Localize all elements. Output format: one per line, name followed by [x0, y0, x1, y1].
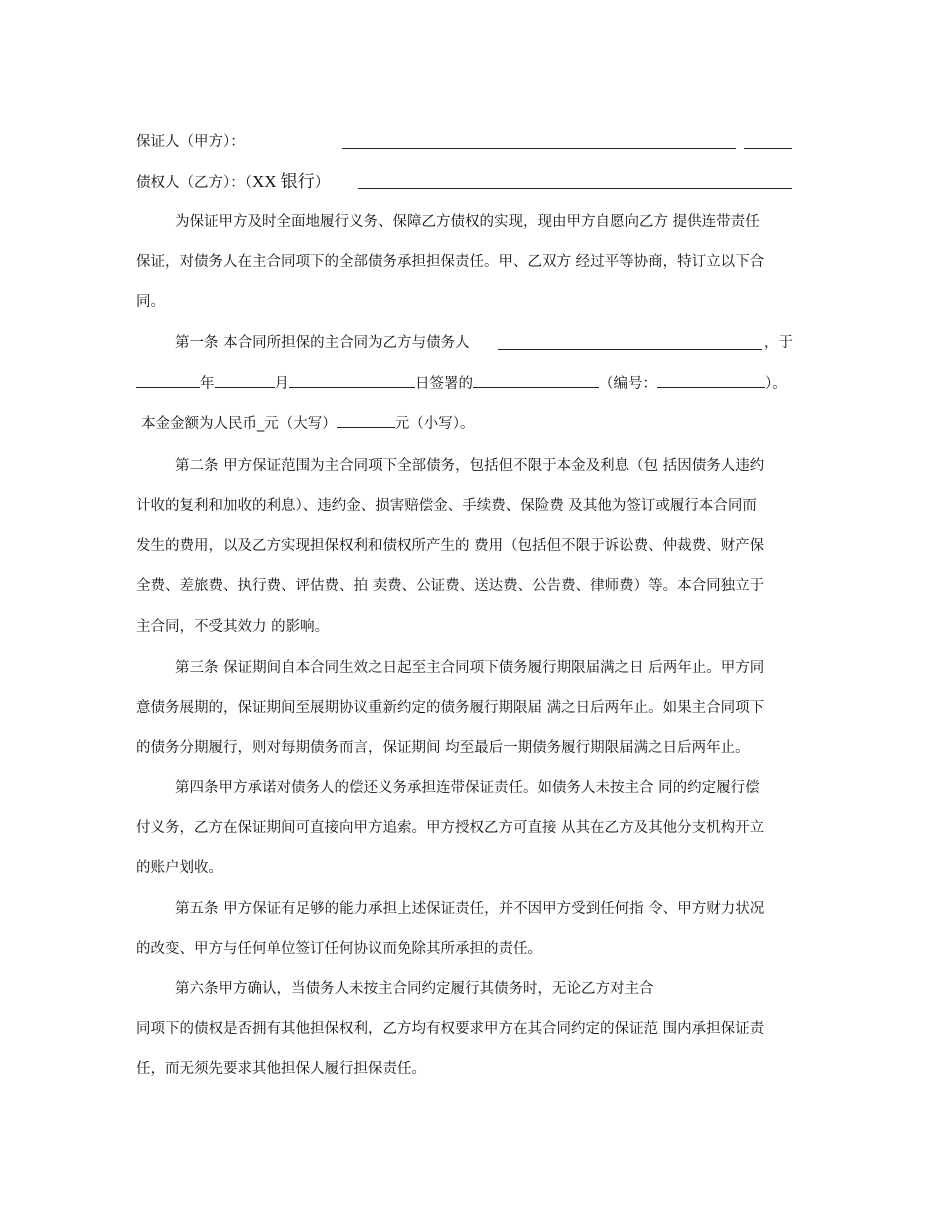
signed-label: 日签署的 [415, 376, 473, 392]
guarantor-line [136, 132, 245, 152]
article1-yu: ，于 [764, 335, 793, 351]
article1-text: 第一条 本合同所担保的主合同为乙方与债务人 [175, 335, 470, 351]
principal-text: 本金金额为人民币_元（大写） [141, 416, 337, 432]
year-blank [136, 373, 200, 388]
article2-line-3: 发生的费用，以及乙方实现担保权利和债权所产生的 费用（包括但不限于诉讼费、仲裁费、财产保 [136, 538, 765, 554]
article2-line-5: 主合同，不受其效力 的影响。 [136, 619, 330, 635]
article2-line-2: 计收的复利和加收的利息）、违约金、损害赔偿金、手续费、保险费 及其他为签订或履行本合同而 [136, 498, 757, 514]
intro-line-2: 保证，对债务人在主合同项下的全部债务承担担保责任。甲、乙双方 经过平等协商，特订立以下合 [136, 254, 765, 270]
article5-line-2: 的改变、甲方与任何单位签订任何协议而免除其所承担的责任。 [136, 941, 542, 957]
principal-line [141, 413, 475, 434]
creditor-line [136, 172, 329, 193]
article1-date-line [136, 373, 787, 394]
article3-line-3: 的债务分期履行，则对每期债务而言，保证期间 均至最后一期债务履行期限届满之日后两年止。 [136, 740, 750, 756]
guarantor-blank-extra [744, 148, 792, 149]
guarantor-blank [342, 148, 736, 149]
article1-line-1 [175, 333, 470, 353]
article2-line-1: 第二条 甲方保证范围为主合同项下全部债务，包括但不限于本金及利息（包 括因债务人违约 [175, 458, 765, 474]
intro-line-3: 同。 [136, 294, 165, 310]
article4-line-3: 的账户划收。 [136, 860, 223, 876]
year-label: 年 [200, 376, 215, 392]
month-label: 月 [274, 376, 289, 392]
number-blank [657, 373, 765, 388]
debtor-blank [498, 349, 762, 350]
article6-line-2: 同项下的债权是否拥有其他担保权利，乙方均有权要求甲方在其合同约定的保证范 围内承担保证责 [136, 1021, 765, 1037]
principal-amount-blank [337, 413, 395, 428]
number-close: ）。 [765, 376, 787, 392]
article4-line-1: 第四条甲方承诺对债务人的偿还义务承担连带保证责任。如债务人未按主合 同的约定履行偿 [175, 780, 760, 796]
guarantor-label: 保证人（甲方）： [136, 134, 245, 150]
creditor-bank: XX 银行 [252, 172, 315, 191]
day-blank [289, 373, 415, 388]
contract-name-blank [473, 373, 599, 388]
article5-line-1: 第五条 甲方保证有足够的能力承担上述保证责任，并不因甲方受到任何指 令、甲方财力状况 [175, 901, 765, 917]
creditor-label: 债权人（乙方）：（ [136, 175, 252, 191]
intro-line-1: 为保证甲方及时全面地履行义务、保障乙方债权的实现，现由甲方自愿向乙方 提供连带责任 [175, 214, 760, 230]
creditor-blank [358, 188, 792, 189]
principal-unit: 元（小写）。 [394, 416, 475, 432]
article6-line-1: 第六条甲方确认，当债务人未按主合同约定履行其债务时，无论乙方对主合 [175, 981, 654, 997]
creditor-close: ） [314, 175, 330, 191]
number-open: （编号： [599, 376, 657, 392]
month-blank [215, 373, 275, 388]
article3-line-1: 第三条 保证期间自本合同生效之日起至主合同项下债务履行期限届满之日 后两年止。甲方同 [175, 660, 765, 676]
article4-line-2: 付义务，乙方在保证期间可直接向甲方追索。甲方授权乙方可直接 从其在乙方及其他分支机构开立 [136, 820, 765, 836]
article3-line-2: 意债务展期的，保证期间至展期协议重新约定的债务履行期限届 满之日后两年止。如果主合同项下 [136, 700, 765, 716]
article2-line-4: 全费、差旅费、执行费、评估费、拍 卖费、公证费、送达费、公告费、律师费）等。本合同独立于 [136, 578, 765, 594]
article6-line-3: 任，而无须先要求其他担保人履行担保责任。 [136, 1061, 426, 1077]
